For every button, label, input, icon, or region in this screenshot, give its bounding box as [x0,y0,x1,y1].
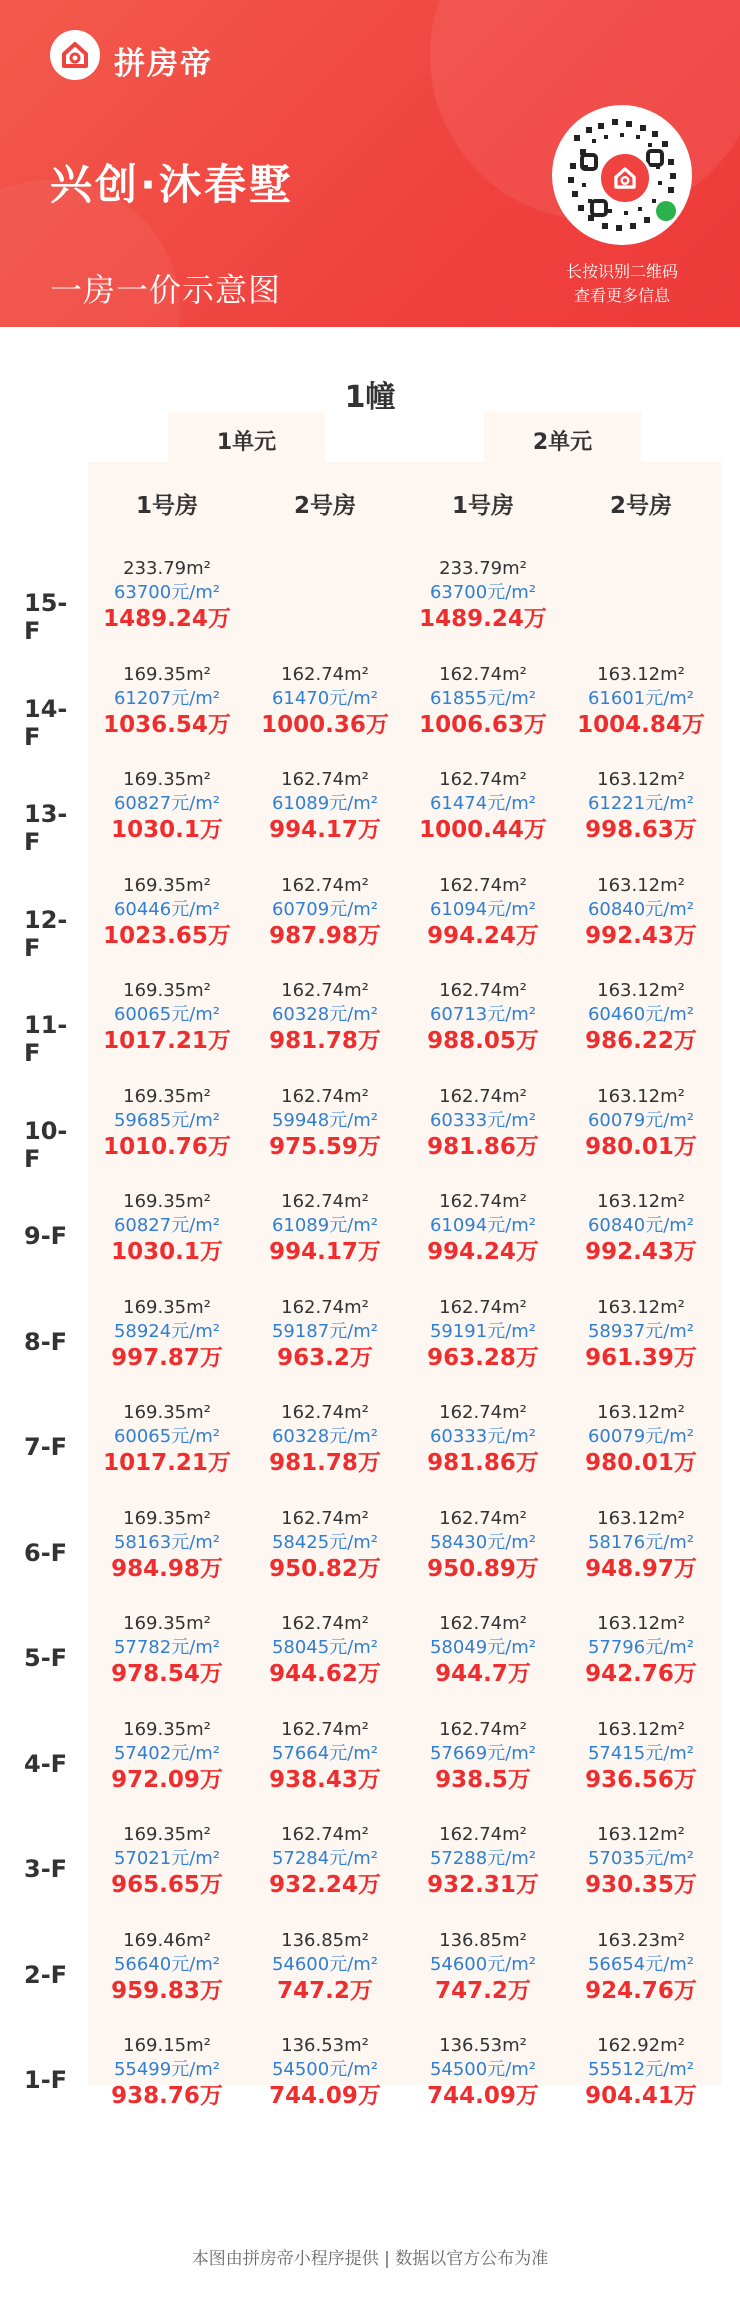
unit-price: 60827元/m² [113,793,221,814]
total-price: 961.39万 [585,1345,697,1371]
unit-cell[interactable] [88,1612,246,1688]
unit-price: 58430元/m² [429,1532,537,1553]
unit-area: 162.74m² [439,1508,527,1529]
total-price: 965.65万 [111,1872,223,1898]
unit-cell[interactable] [246,1507,404,1583]
unit-area: 162.74m² [281,1719,369,1740]
unit-price: 58045元/m² [271,1637,379,1658]
unit-cell[interactable] [404,1401,562,1477]
unit-area: 169.35m² [123,1191,211,1212]
unit-area: 169.35m² [123,1824,211,1845]
unit-price: 57415元/m² [587,1743,695,1764]
unit-cell[interactable] [246,1718,404,1794]
floor-label: 4-F [24,1750,68,1778]
unit-area: 136.85m² [281,1930,369,1951]
unit-area: 233.79m² [439,558,527,579]
unit-cell[interactable] [562,1507,720,1583]
total-price: 1023.65万 [103,923,231,949]
unit-price: 60333元/m² [429,1426,537,1447]
total-price: 980.01万 [585,1134,697,1160]
total-price: 1004.84万 [577,712,705,738]
unit-area: 169.35m² [123,1719,211,1740]
unit-price: 61855元/m² [429,688,537,709]
unit-price: 60079元/m² [587,1426,695,1447]
total-price: 1010.76万 [103,1134,231,1160]
unit-price: 57664元/m² [271,1743,379,1764]
unit-price: 57402元/m² [113,1743,221,1764]
total-price: 1017.21万 [103,1028,231,1054]
unit-area: 163.12m² [597,1613,685,1634]
unit-cell[interactable] [562,1401,720,1477]
unit-price: 60065元/m² [113,1004,221,1025]
total-price: 1030.1万 [111,1239,223,1265]
unit-area: 163.12m² [597,1508,685,1529]
floor-label: 14-F [24,695,68,751]
unit-cell[interactable] [404,1507,562,1583]
unit-cell[interactable] [562,874,720,950]
unit-area: 169.35m² [123,1613,211,1634]
total-price: 747.2万 [435,1978,531,2004]
unit-area: 169.35m² [123,1402,211,1423]
unit-price: 60446元/m² [113,899,221,920]
unit-area: 169.35m² [123,664,211,685]
total-price: 944.62万 [269,1661,381,1687]
unit-price: 61470元/m² [271,688,379,709]
floor-label: 10-F [24,1117,68,1173]
unit-cell[interactable] [562,979,720,1055]
unit-area: 162.74m² [439,1613,527,1634]
unit-area: 162.74m² [281,664,369,685]
total-price: 744.09万 [427,2083,539,2109]
total-price: 950.82万 [269,1556,381,1582]
unit-area: 162.74m² [439,875,527,896]
total-price: 992.43万 [585,923,697,949]
total-price: 1000.36万 [261,712,389,738]
unit-price: 55499元/m² [113,2059,221,2080]
unit-cell[interactable] [404,1190,562,1266]
unit-area: 163.12m² [597,1086,685,1107]
unit-price: 60079元/m² [587,1110,695,1131]
unit-cell[interactable] [562,1718,720,1794]
unit-cell[interactable] [404,979,562,1055]
unit-cell[interactable] [88,1190,246,1266]
unit-price: 60840元/m² [587,899,695,920]
unit-cell[interactable] [562,1190,720,1266]
room-header: 1号房 [451,493,514,519]
unit-price: 56640元/m² [113,1954,221,1975]
wechat-badge-icon [656,201,676,221]
unit-header: 2单元 [484,412,641,462]
total-price: 938.5万 [435,1767,531,1793]
unit-area: 163.12m² [597,980,685,1001]
unit-price: 58049元/m² [429,1637,537,1658]
unit-price: 59187元/m² [271,1321,379,1342]
unit-area: 163.12m² [597,1719,685,1740]
qr-hint-line: 查看更多信息 [573,286,670,305]
unit-area: 163.12m² [597,664,685,685]
unit-cell[interactable] [88,1085,246,1161]
total-price: 1489.24万 [419,606,547,632]
total-price: 932.24万 [269,1872,381,1898]
unit-cell[interactable] [404,557,562,633]
unit-cell[interactable] [88,979,246,1055]
total-price: 932.31万 [427,1872,539,1898]
unit-cell[interactable] [246,2034,404,2110]
unit-area: 162.74m² [281,1824,369,1845]
unit-price: 54600元/m² [429,1954,537,1975]
total-price: 994.17万 [269,817,381,843]
total-price: 994.17万 [269,1239,381,1265]
total-price: 1006.63万 [419,712,547,738]
room-header: 2号房 [609,493,672,519]
unit-cell[interactable] [246,1085,404,1161]
unit-area: 162.74m² [281,1297,369,1318]
total-price: 904.41万 [585,2083,697,2109]
unit-cell[interactable] [88,1823,246,1899]
unit-price: 60065元/m² [113,1426,221,1447]
unit-cell[interactable] [88,1929,246,2005]
floor-label: 2-F [24,1961,68,1989]
unit-area: 162.74m² [439,1297,527,1318]
unit-price: 54500元/m² [429,2059,537,2080]
unit-price: 58924元/m² [113,1321,221,1342]
total-price: 981.86万 [427,1450,539,1476]
qr-code[interactable] [552,105,692,245]
unit-header: 1单元 [168,412,325,462]
total-price: 992.43万 [585,1239,697,1265]
unit-cell[interactable] [562,1823,720,1899]
total-price: 998.63万 [585,817,697,843]
qr-hint-line: 长按识别二维码 [565,262,678,281]
unit-price: 56654元/m² [587,1954,695,1975]
unit-price: 61601元/m² [587,688,695,709]
unit-cell[interactable] [246,874,404,950]
unit-price: 57669元/m² [429,1743,537,1764]
floor-label: 15-F [24,589,68,645]
unit-price: 59685元/m² [113,1110,221,1131]
unit-cell[interactable] [88,1296,246,1372]
unit-cell[interactable] [404,1929,562,2005]
total-price: 1000.44万 [419,817,547,843]
unit-price: 57796元/m² [587,1637,695,1658]
unit-area: 162.74m² [281,1613,369,1634]
total-price: 986.22万 [585,1028,697,1054]
unit-cell[interactable] [562,768,720,844]
total-price: 994.24万 [427,1239,539,1265]
unit-cell[interactable] [246,663,404,739]
total-price: 936.56万 [585,1767,697,1793]
unit-cell[interactable] [404,768,562,844]
unit-area: 169.35m² [123,1086,211,1107]
total-price: 975.59万 [269,1134,381,1160]
unit-price: 63700元/m² [429,582,537,603]
unit-price: 61089元/m² [271,1215,379,1236]
building-title: 1幢 [344,380,396,415]
unit-cell[interactable] [246,1823,404,1899]
unit-cell[interactable] [88,663,246,739]
unit-area: 162.92m² [597,2035,685,2056]
floor-label: 13-F [24,800,68,856]
unit-cell[interactable] [246,768,404,844]
unit-area: 162.74m² [281,1086,369,1107]
unit-cell[interactable] [88,768,246,844]
total-price: 963.28万 [427,1345,539,1371]
unit-area: 162.74m² [439,1719,527,1740]
unit-cell[interactable] [88,2034,246,2110]
total-price: 744.09万 [269,2083,381,2109]
unit-price: 58176元/m² [587,1532,695,1553]
total-price: 972.09万 [111,1767,223,1793]
total-price: 984.98万 [111,1556,223,1582]
floor-label: 1-F [24,2066,68,2094]
qr-logo-icon [598,151,652,205]
unit-area: 162.74m² [281,980,369,1001]
unit-price: 59948元/m² [271,1110,379,1131]
unit-cell[interactable] [404,874,562,950]
qr-hint [540,260,704,308]
unit-cell[interactable] [246,979,404,1055]
total-price: 747.2万 [277,1978,373,2004]
total-price: 950.89万 [427,1556,539,1582]
unit-price: 54600元/m² [271,1954,379,1975]
total-price: 981.78万 [269,1450,381,1476]
unit-area: 169.46m² [123,1930,211,1951]
unit-price: 61207元/m² [113,688,221,709]
total-price: 997.87万 [111,1345,223,1371]
unit-price: 58937元/m² [587,1321,695,1342]
total-price: 1030.1万 [111,817,223,843]
floor-label: 12-F [24,906,68,962]
total-price: 963.2万 [277,1345,373,1371]
unit-area: 163.12m² [597,1824,685,1845]
unit-area: 163.12m² [597,1191,685,1212]
total-price: 944.7万 [435,1661,531,1687]
unit-cell[interactable] [562,2034,720,2110]
unit-price: 60713元/m² [429,1004,537,1025]
floor-label: 7-F [24,1433,68,1461]
total-price: 981.78万 [269,1028,381,1054]
page-title: 兴创·沐春墅 [50,160,294,209]
page-subtitle: 一房一价示意图 [50,271,282,309]
unit-area: 162.74m² [281,875,369,896]
unit-price: 57021元/m² [113,1848,221,1869]
header-banner [0,0,740,327]
unit-area: 163.12m² [597,1402,685,1423]
total-price: 987.98万 [269,923,381,949]
unit-price: 57035元/m² [587,1848,695,1869]
unit-area: 136.53m² [281,2035,369,2056]
total-price: 988.05万 [427,1028,539,1054]
unit-cell[interactable] [246,1612,404,1688]
total-price: 978.54万 [111,1661,223,1687]
unit-price: 61221元/m² [587,793,695,814]
unit-area: 136.53m² [439,2035,527,2056]
brand-logo-icon [50,30,100,80]
unit-cell[interactable] [404,2034,562,2110]
unit-area: 162.74m² [439,1086,527,1107]
unit-cell[interactable] [562,1929,720,2005]
unit-price: 60333元/m² [429,1110,537,1131]
unit-cell[interactable] [404,1296,562,1372]
unit-area: 162.74m² [281,769,369,790]
unit-area: 163.23m² [597,1930,685,1951]
total-price: 942.76万 [585,1661,697,1687]
total-price: 1036.54万 [103,712,231,738]
unit-area: 162.74m² [439,769,527,790]
unit-area: 162.74m² [281,1402,369,1423]
total-price: 930.35万 [585,1872,697,1898]
unit-cell[interactable] [88,874,246,950]
unit-cell[interactable] [88,1718,246,1794]
unit-price: 55512元/m² [587,2059,695,2080]
total-price: 959.83万 [111,1978,223,2004]
unit-price: 61089元/m² [271,793,379,814]
unit-cell[interactable] [562,1296,720,1372]
floor-label: 5-F [24,1644,68,1672]
floor-label: 3-F [24,1855,68,1883]
unit-cell[interactable] [562,1612,720,1688]
floor-label: 6-F [24,1539,68,1567]
unit-price: 61094元/m² [429,1215,537,1236]
unit-price: 60709元/m² [271,899,379,920]
unit-price: 60460元/m² [587,1004,695,1025]
unit-price: 60328元/m² [271,1426,379,1447]
floor-label: 9-F [24,1222,68,1250]
unit-area: 162.74m² [439,1191,527,1212]
unit-cell[interactable] [88,1507,246,1583]
unit-price: 60827元/m² [113,1215,221,1236]
unit-cell[interactable] [404,663,562,739]
floor-label: 11-F [24,1011,68,1067]
total-price: 948.97万 [585,1556,697,1582]
unit-price: 58163元/m² [113,1532,221,1553]
unit-price: 60840元/m² [587,1215,695,1236]
unit-area: 162.74m² [281,1508,369,1529]
unit-cell[interactable] [246,1190,404,1266]
unit-price: 57284元/m² [271,1848,379,1869]
room-header: 2号房 [293,493,356,519]
footer-note: 本图由拼房帝小程序提供 | 数据以官方公布为准 [191,2249,549,2269]
unit-area: 163.12m² [597,769,685,790]
unit-area: 169.35m² [123,875,211,896]
unit-area: 169.15m² [123,2035,211,2056]
unit-price: 57288元/m² [429,1848,537,1869]
total-price: 938.43万 [269,1767,381,1793]
unit-price: 63700元/m² [113,582,221,603]
unit-area: 162.74m² [439,1402,527,1423]
unit-area: 136.85m² [439,1930,527,1951]
unit-price: 59191元/m² [429,1321,537,1342]
floor-label: 8-F [24,1328,68,1356]
brand-name: 拼房帝 [114,46,213,82]
unit-area: 163.12m² [597,1297,685,1318]
unit-cell[interactable] [404,1823,562,1899]
unit-price: 60328元/m² [271,1004,379,1025]
unit-cell[interactable] [404,1085,562,1161]
room-header: 1号房 [135,493,198,519]
unit-area: 169.35m² [123,1297,211,1318]
unit-cell[interactable] [246,1296,404,1372]
unit-price: 57782元/m² [113,1637,221,1658]
unit-cell[interactable] [88,1401,246,1477]
unit-cell[interactable] [88,557,246,633]
unit-area: 169.35m² [123,769,211,790]
unit-cell[interactable] [246,1401,404,1477]
unit-area: 163.12m² [597,875,685,896]
unit-area: 169.35m² [123,980,211,1001]
unit-cell[interactable] [562,663,720,739]
unit-area: 162.74m² [439,980,527,1001]
unit-cell[interactable] [404,1718,562,1794]
total-price: 981.86万 [427,1134,539,1160]
unit-price: 58425元/m² [271,1532,379,1553]
total-price: 980.01万 [585,1450,697,1476]
total-price: 924.76万 [585,1978,697,2004]
total-price: 1489.24万 [103,606,231,632]
unit-cell[interactable] [404,1612,562,1688]
unit-cell[interactable] [562,1085,720,1161]
total-price: 1017.21万 [103,1450,231,1476]
unit-area: 162.74m² [281,1191,369,1212]
unit-area: 169.35m² [123,1508,211,1529]
unit-price: 54500元/m² [271,2059,379,2080]
unit-cell[interactable] [246,1929,404,2005]
total-price: 938.76万 [111,2083,223,2109]
unit-area: 162.74m² [439,664,527,685]
total-price: 994.24万 [427,923,539,949]
unit-price: 61094元/m² [429,899,537,920]
unit-area: 162.74m² [439,1824,527,1845]
unit-area: 233.79m² [123,558,211,579]
unit-price: 61474元/m² [429,793,537,814]
